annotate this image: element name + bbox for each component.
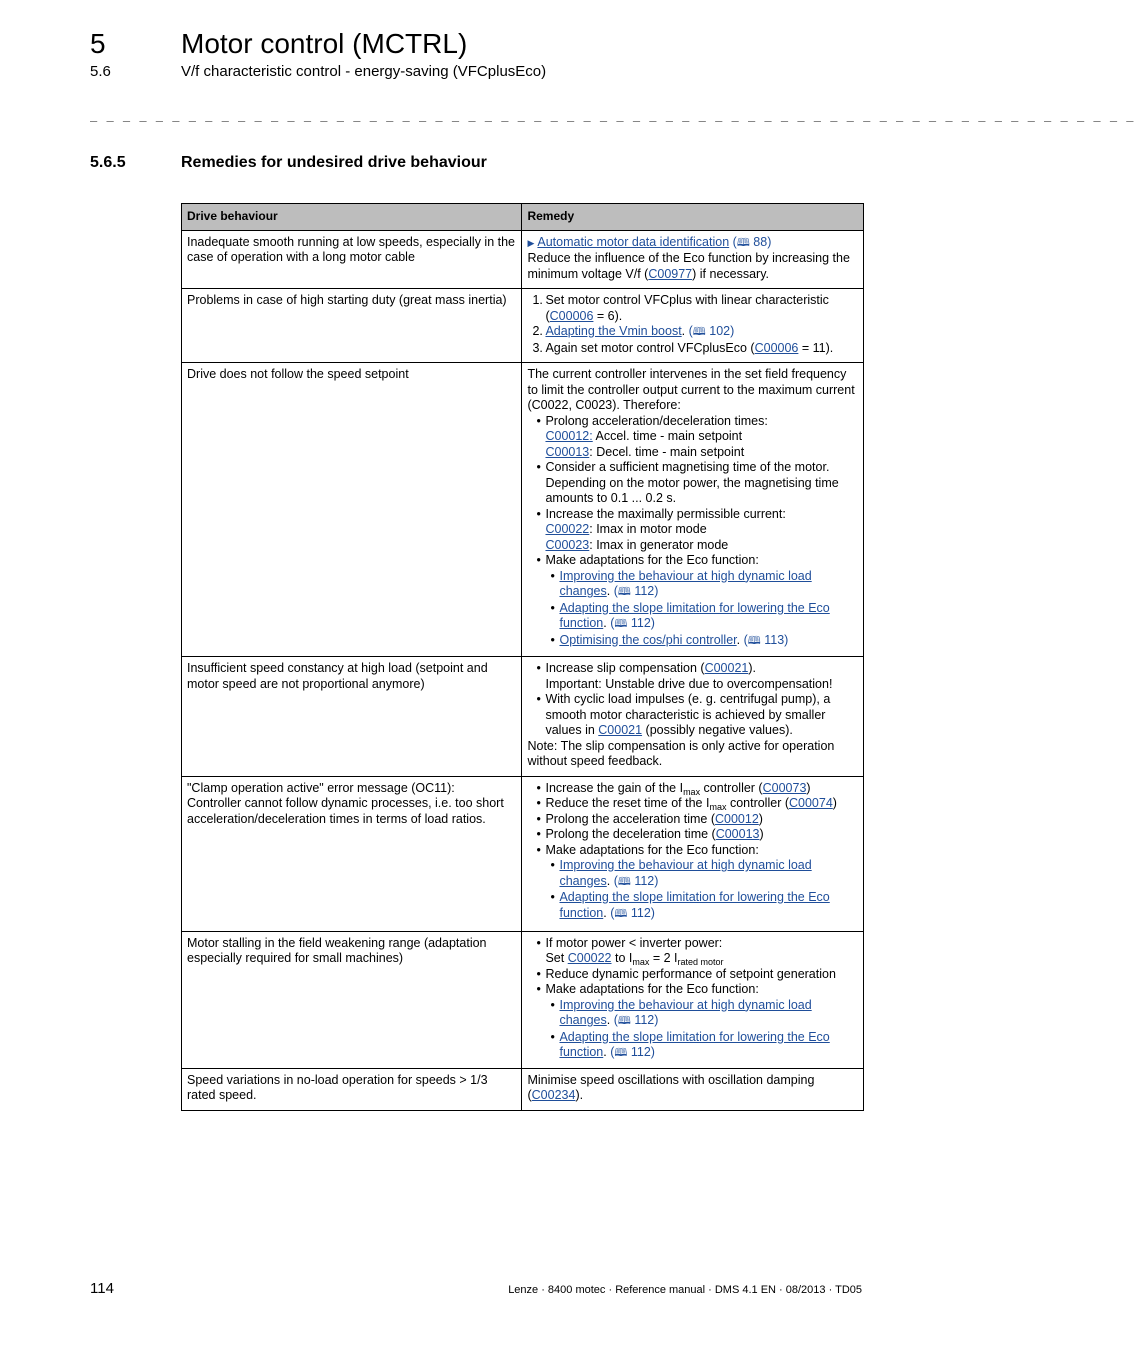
subsection-title: Remedies for undesired drive behaviour bbox=[181, 154, 487, 171]
list-item bbox=[545, 692, 858, 739]
chapter-number: 5 bbox=[90, 28, 106, 59]
list-item bbox=[545, 827, 858, 843]
list-item bbox=[545, 507, 858, 554]
column-header-behaviour: Drive behaviour bbox=[182, 204, 522, 231]
book-icon: 🕮 bbox=[614, 618, 628, 630]
remedy-cell bbox=[522, 363, 864, 657]
book-icon: 🕮 bbox=[614, 907, 628, 920]
link-code[interactable]: C00012 bbox=[715, 811, 759, 826]
remedy-bullets bbox=[527, 936, 858, 1062]
list-item: • Adapting the slope limitation for lowering the Eco function. (🕮 112) bbox=[559, 1030, 858, 1062]
table-row bbox=[182, 289, 864, 363]
page-ref[interactable]: 112 bbox=[634, 873, 655, 888]
sub-bullets bbox=[545, 998, 858, 1062]
bullet-text: If motor power < inverter power: bbox=[545, 935, 723, 950]
step-number: 2. bbox=[532, 324, 543, 338]
link-improving-behaviour[interactable]: Improving the behaviour at high dynamic load changes bbox=[559, 568, 812, 598]
list-item: • Improving the behaviour at high dynamic load changes. (🕮 112) bbox=[559, 569, 858, 601]
bullet-text: Increase the maximally permissible current: bbox=[545, 506, 786, 521]
list-item: • Consider a sufficient magnetising time of the motor. Depending on the motor power, the magnetising time amounts to 0.1 ... 0.2 s. bbox=[545, 460, 858, 507]
list-item bbox=[545, 796, 858, 812]
link-code[interactable]: C00977 bbox=[648, 266, 693, 281]
list-item bbox=[545, 553, 858, 649]
page-ref[interactable]: 113 bbox=[764, 632, 785, 647]
book-icon: 🕮 bbox=[736, 236, 750, 249]
remedy-text: ) if necessary. bbox=[692, 266, 770, 281]
link-code[interactable]: C00023 bbox=[545, 537, 590, 552]
remedy-text: ). bbox=[575, 1088, 584, 1102]
behaviour-cell: Inadequate smooth running at low speeds, especially in the case of operation with a long motor cable bbox=[182, 230, 522, 289]
behaviour-text: Controller cannot follow dynamic processes, i.e. too short acceleration/deceleration times in terms of load ratios. bbox=[187, 796, 504, 826]
link-code[interactable]: C00021 bbox=[598, 723, 643, 737]
column-header-remedy: Remedy bbox=[522, 204, 864, 231]
step-number: 3. bbox=[532, 340, 543, 355]
list-item bbox=[545, 843, 858, 923]
table-row bbox=[182, 657, 864, 777]
remedy-bullets bbox=[527, 781, 858, 923]
bullet-text: ) bbox=[758, 811, 763, 826]
bullet-text: Prolong the acceleration time ( bbox=[545, 811, 715, 826]
subscript: max bbox=[683, 786, 701, 797]
link-adapting-slope-limitation[interactable]: Adapting the slope limitation for lowering the Eco function bbox=[559, 1029, 830, 1059]
step-text: Set motor control VFCplus with linear characteristic ( bbox=[545, 293, 829, 323]
page-ref[interactable]: 102 bbox=[709, 324, 731, 338]
link-automatic-motor-data-identification[interactable]: Automatic motor data identification bbox=[537, 234, 730, 249]
list-item: • Adapting the slope limitation for lowering the Eco function. (🕮 112) bbox=[559, 601, 858, 633]
table-row bbox=[182, 1068, 864, 1110]
remedy-text: Minimise speed oscillations with oscillation damping ( bbox=[527, 1072, 815, 1102]
remedy-cell bbox=[522, 931, 864, 1068]
behaviour-cell: Insufficient speed constancy at high load (setpoint and motor speed are not proportional anymore) bbox=[182, 657, 522, 777]
list-item bbox=[545, 414, 858, 461]
bullet-text: (possibly negative values). bbox=[642, 723, 793, 737]
bullet-text: controller ( bbox=[726, 796, 789, 810]
list-item bbox=[532, 340, 858, 357]
link-improving-behaviour[interactable]: Improving the behaviour at high dynamic load changes bbox=[559, 858, 812, 888]
arrow-right-icon: ▶ bbox=[527, 237, 535, 248]
book-icon: 🕮 bbox=[617, 1015, 631, 1027]
page-ref[interactable]: 112 bbox=[630, 1045, 651, 1059]
bullet-text: : Imax in generator mode bbox=[589, 537, 729, 552]
link-adapting-slope-limitation[interactable]: Adapting the slope limitation for lowering the Eco function bbox=[559, 600, 830, 630]
remedy-bullets bbox=[527, 414, 858, 650]
page-ref[interactable]: 112 bbox=[634, 1013, 655, 1027]
section-title: V/f characteristic control - energy-saving (VFCplusEco) bbox=[181, 63, 547, 80]
table-row bbox=[182, 931, 864, 1068]
remedy-intro: The current controller intervenes in the set field frequency to limit the controller output current to the maximum current (C0022, C0023). Therefore: bbox=[527, 367, 855, 412]
list-item: • Reduce dynamic performance of setpoint generation bbox=[545, 967, 858, 983]
bullet-text: Set bbox=[545, 951, 568, 965]
link-adapting-slope-limitation[interactable]: Adapting the slope limitation for lowering the Eco function bbox=[559, 890, 830, 920]
link-adapting-vmin-boost[interactable]: Adapting the Vmin boost bbox=[545, 324, 682, 338]
behaviour-cell: Drive does not follow the speed setpoint bbox=[182, 363, 522, 657]
page-ref[interactable]: 112 bbox=[630, 616, 651, 630]
bullet-text: to I bbox=[611, 951, 633, 965]
list-item bbox=[532, 293, 858, 324]
list-item: • Improving the behaviour at high dynamic load changes. (🕮 112) bbox=[559, 858, 858, 890]
subscript: max bbox=[709, 802, 727, 812]
bullet-text: Increase the gain of the I bbox=[545, 780, 684, 795]
link-code[interactable]: C00021 bbox=[704, 661, 749, 675]
remedy-cell bbox=[522, 657, 864, 777]
table-row bbox=[182, 776, 864, 931]
list-item: • Adapting the slope limitation for lowering the Eco function. (🕮 112) bbox=[559, 890, 858, 922]
bullet-text: controller ( bbox=[700, 780, 763, 795]
subscript: rated motor bbox=[677, 957, 724, 967]
bullet-text: Reduce the reset time of the I bbox=[545, 796, 710, 810]
bullet-text: = 2 I bbox=[649, 951, 678, 965]
list-item bbox=[545, 781, 858, 797]
remedy-cell: ▶ Automatic motor data identification (🕮 88) Reduce the influence of the Eco function by increasing the minimum voltage V/f (C00977) if necessary. bbox=[522, 230, 864, 289]
remedy-cell bbox=[522, 289, 864, 363]
sub-bullets bbox=[545, 858, 858, 922]
bullet-text: : Imax in motor mode bbox=[589, 522, 707, 536]
remedy-text: Reduce the influence of the Eco function by increasing the minimum voltage V/f ( bbox=[527, 251, 850, 281]
bullet-text: Accel. time - main setpoint bbox=[592, 429, 743, 443]
step-number: 1. bbox=[532, 293, 543, 307]
link-code[interactable]: C00013 bbox=[715, 827, 760, 841]
header-separator: _ _ _ _ _ _ _ _ _ _ _ _ _ _ _ _ _ _ _ _ _ _ _ _ _ _ _ _ _ _ _ _ _ _ _ _ _ _ _ _ _ _ _ _ _ _ _ _ _ _ _ _ _ _ _ _ _ _ _ _ _ _ _ _ bbox=[90, 108, 1135, 122]
link-code[interactable]: C00022 bbox=[545, 522, 590, 536]
page-ref[interactable]: 112 bbox=[630, 905, 651, 920]
link-code[interactable]: C00073 bbox=[762, 780, 807, 795]
bullet-text: ). bbox=[748, 661, 757, 675]
list-item: • Optimising the cos/phi controller. (🕮 113) bbox=[559, 633, 858, 650]
behaviour-cell: Problems in case of high starting duty (great mass inertia) bbox=[182, 289, 522, 363]
page-ref[interactable]: 88 bbox=[753, 234, 768, 249]
bullet-text: With cyclic load impulses (e. g. centrifugal pump), a smooth motor characteristic is achieved by smaller values in bbox=[545, 692, 831, 737]
link-code[interactable]: C00074 bbox=[789, 796, 833, 810]
footer-info: Lenze · 8400 motec · Reference manual · DMS 4.1 EN · 08/2013 · TD05 bbox=[508, 1284, 862, 1296]
book-icon: 🕮 bbox=[617, 586, 631, 598]
link-code[interactable]: C00006 bbox=[549, 308, 594, 323]
list-item: 2. Adapting the Vmin boost. (🕮 102) bbox=[532, 324, 735, 338]
link-code[interactable]: C00013 bbox=[545, 444, 590, 459]
link-optimising-cos-phi[interactable]: Optimising the cos/phi controller bbox=[559, 632, 737, 647]
step-text: Again set motor control VFCplusEco ( bbox=[545, 340, 755, 355]
remedy-cell bbox=[522, 776, 864, 931]
table-header-row bbox=[182, 204, 864, 231]
list-item bbox=[545, 812, 858, 828]
link-code[interactable]: C00006 bbox=[754, 340, 799, 355]
link-improving-behaviour[interactable]: Improving the behaviour at high dynamic load changes bbox=[559, 997, 812, 1027]
link-code[interactable]: C00012: bbox=[545, 429, 593, 443]
subscript: max bbox=[632, 957, 650, 967]
behaviour-text: "Clamp operation active" error message (OC11): bbox=[187, 780, 455, 795]
list-item bbox=[545, 936, 858, 967]
remedy-note: Note: The slip compensation is only active for operation without speed feedback. bbox=[527, 738, 835, 768]
page-number: 114 bbox=[90, 1280, 114, 1297]
behaviour-cell bbox=[182, 776, 522, 931]
book-icon: 🕮 bbox=[617, 875, 631, 888]
bullet-text: Prolong acceleration/deceleration times: bbox=[545, 413, 768, 428]
bullet-text: ) bbox=[832, 796, 837, 810]
bullet-text: Important: Unstable drive due to overcompensation! bbox=[545, 676, 833, 691]
list-item bbox=[545, 661, 858, 692]
page-ref[interactable]: 112 bbox=[634, 584, 655, 598]
behaviour-cell: Motor stalling in the field weakening range (adaptation especially required for small machines) bbox=[182, 931, 522, 1068]
behaviour-cell: Speed variations in no-load operation for speeds > 1/3 rated speed. bbox=[182, 1068, 522, 1110]
table-row bbox=[182, 230, 864, 289]
bullet-text: Make adaptations for the Eco function: bbox=[545, 553, 759, 567]
bullet-text: ) bbox=[759, 827, 764, 841]
chapter-title: Motor control (MCTRL) bbox=[181, 28, 468, 59]
subsection-number: 5.6.5 bbox=[90, 154, 126, 171]
remedies-table bbox=[181, 203, 864, 1111]
section-number: 5.6 bbox=[90, 63, 111, 80]
remedy-cell bbox=[522, 1068, 864, 1110]
link-code[interactable]: C00234 bbox=[531, 1088, 576, 1102]
bullet-text: Make adaptations for the Eco function: bbox=[545, 842, 759, 857]
bullet-text: Increase slip compensation ( bbox=[545, 661, 705, 675]
remedy-steps bbox=[527, 293, 858, 356]
book-icon: 🕮 bbox=[747, 634, 761, 647]
sub-bullets bbox=[545, 569, 858, 650]
link-code[interactable]: C00022 bbox=[567, 951, 612, 965]
bullet-text: ) bbox=[806, 780, 811, 795]
list-item: • Improving the behaviour at high dynamic load changes. (🕮 112) bbox=[559, 998, 858, 1030]
bullet-text: Prolong the deceleration time ( bbox=[545, 827, 716, 841]
bullet-text: : Decel. time - main setpoint bbox=[589, 444, 745, 459]
book-icon: 🕮 bbox=[614, 1047, 628, 1059]
book-icon: 🕮 bbox=[692, 326, 706, 338]
step-text: = 11). bbox=[798, 340, 834, 355]
bullet-text: Make adaptations for the Eco function: bbox=[545, 982, 759, 996]
table-row bbox=[182, 363, 864, 657]
list-item bbox=[545, 982, 858, 1062]
step-text: = 6). bbox=[593, 308, 623, 323]
remedy-bullets bbox=[527, 661, 858, 739]
